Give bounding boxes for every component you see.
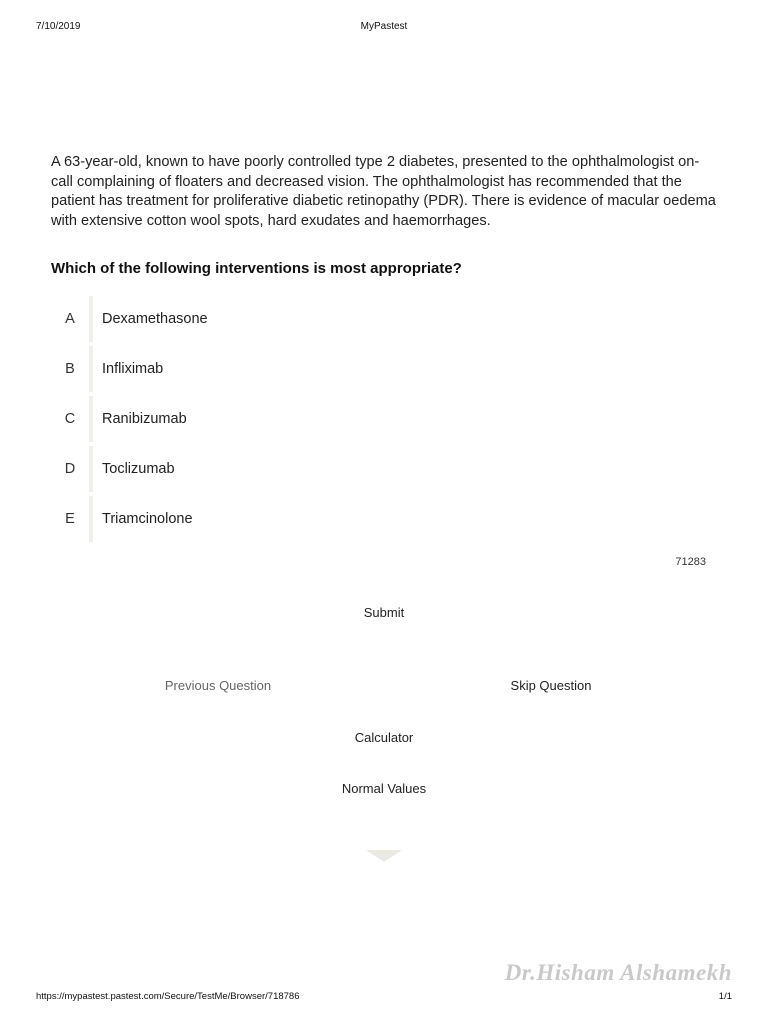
answer-option-c[interactable] — [51, 396, 711, 442]
calculator-button[interactable]: Calculator — [284, 730, 484, 745]
option-text: Toclizumab — [102, 461, 175, 477]
question-stem: A 63-year-old, known to have poorly controlled type 2 diabetes, presented to the ophthalmologist on-call complaining of floaters and decreased vision. The ophthalmologist has recommended that the patient has treatment for proliferative diabetic retinopathy (PDR). There is evidence of macular oedema with extensive cotton wool spots, hard exudates and haemorrhages. — [51, 154, 716, 229]
answer-options — [51, 296, 711, 546]
option-letter: E — [65, 511, 75, 527]
print-footer — [0, 991, 768, 1005]
option-divider — [89, 396, 93, 442]
question-prompt: Which of the following interventions is most appropriate? — [51, 260, 462, 277]
normal-values-button[interactable]: Normal Values — [284, 781, 484, 796]
print-date: 7/10/2019 — [36, 21, 81, 32]
question-id: 71283 — [675, 556, 706, 568]
print-title: MyPastest — [360, 21, 408, 32]
option-divider — [89, 496, 93, 542]
print-url: https://mypastest.pastest.com/Secure/TestMe/Browser/718786 — [36, 991, 300, 1002]
option-text: Dexamethasone — [102, 311, 208, 327]
submit-button[interactable]: Submit — [284, 605, 484, 620]
option-text: Triamcinolone — [102, 511, 193, 527]
option-divider — [89, 346, 93, 392]
option-letter: C — [64, 411, 76, 427]
option-divider — [89, 446, 93, 492]
watermark: Dr.Hisham Alshamekh — [504, 960, 732, 985]
chevron-down-icon[interactable] — [366, 850, 402, 862]
skip-question-button[interactable]: Skip Question — [451, 678, 651, 693]
option-text: Ranibizumab — [102, 411, 187, 427]
answer-option-a[interactable] — [51, 296, 711, 342]
answer-option-b[interactable] — [51, 346, 711, 392]
option-letter: B — [65, 361, 75, 377]
option-text: Infliximab — [102, 361, 164, 377]
answer-option-e[interactable] — [51, 496, 711, 542]
option-divider — [89, 296, 93, 342]
option-letter: A — [65, 311, 75, 327]
print-header — [0, 21, 768, 35]
print-page-number: 1/1 — [718, 991, 732, 1002]
option-letter: D — [64, 461, 76, 477]
previous-question-button[interactable]: Previous Question — [118, 678, 318, 693]
answer-option-d[interactable] — [51, 446, 711, 492]
